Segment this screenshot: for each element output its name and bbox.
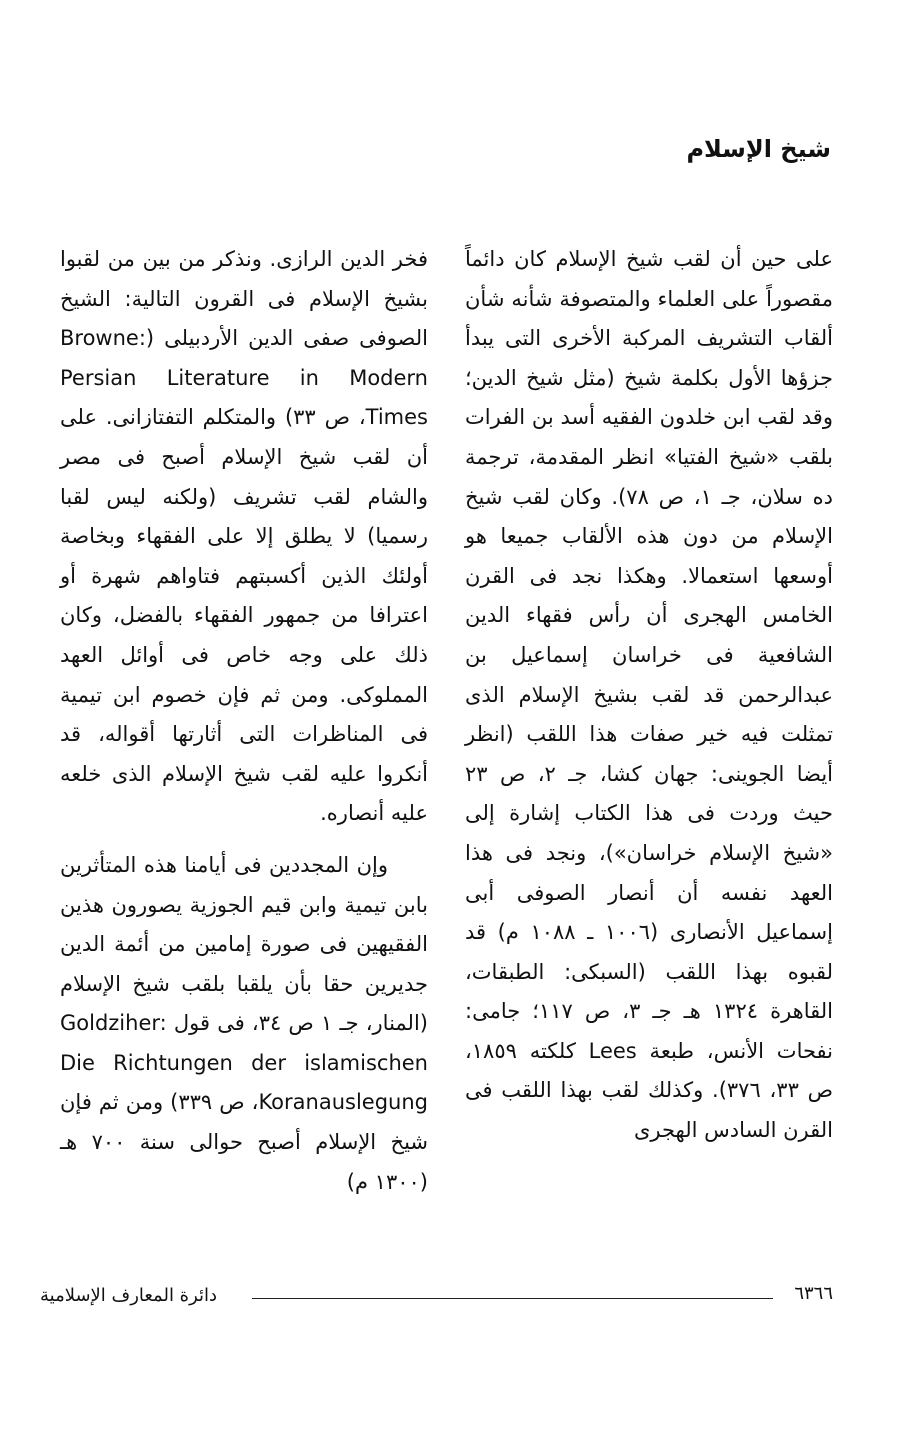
page-number: ٦٣٦٦ xyxy=(794,1283,833,1304)
text-column-right xyxy=(465,240,833,1151)
page-footer xyxy=(40,1283,833,1323)
article-paragraph: على حين أن لقب شيخ الإسلام كان دائماً مقصوراً على العلماء والمتصوفة شأنه شأن ألقاب التشريف المركبة الأخرى التى يبدأ جزؤها الأول بكلمة شيخ (مثل شيخ الدين؛ وقد لقب ابن خلدون الفقيه أسد بن الفرات بلقب «شيخ الفتيا» انظر المقدمة، ترجمة ده سلان، جـ ١، ص ٧٨). وكان لقب شيخ الإسلام من دون هذه الألقاب جميعا هو أوسعها استعمالا. وهكذا نجد فى القرن الخامس الهجرى أن رأس فقهاء الدين الشافعية فى خراسان إسماعيل بن عبدالرحمن قد لقب بشيخ الإسلام الذى تمثلت فيه خير صفات هذا اللقب (انظر أيضا الجوينى: جهان كشا، جـ ٢، ص ٢٣ حيث وردت فى هذا الكتاب إشارة إلى «شيخ الإسلام خراسان»)، ونجد فى هذا العهد نفسه أن أنصار الصوفى أبى إسماعيل الأنصارى (١٠٠٦ ـ ١٠٨٨ م) قد لقبوه بهذا اللقب (السبكى: الطبقات، القاهرة ١٣٢٤ هـ جـ ٣، ص ١١٧؛ جامى: نفحات الأنس، طبعة Lees كلكته ١٨٥٩، ص ٣٣، ٣٧٦). وكذلك لقب بهذا اللقب فى القرن السادس الهجرى xyxy=(465,247,834,1143)
page-title: شيخ الإسلام xyxy=(686,135,831,163)
article-paragraph: فخر الدين الرازى. ونذكر من بين من لقبوا بشيخ الإسلام فى القرون التالية: الشيخ الصوفى صفى الدين الأردبيلى (Browne: Persian Literature in Modern Times، ص ٣٣) والمتكلم التفتازانى. على أن لقب شيخ الإسلام أصبح فى مصر والشام لقب تشريف (ولكنه ليس لقبا رسميا) لا يطلق إلا على الفقهاء وبخاصة أولئك الذين أكسبتهم فتاواهم شهرة أو اعترافا من جمهور الفقهاء بالفضل، وكان ذلك على وجه خاص فى أوائل العهد المملوكى. ومن ثم فإن خصوم ابن تيمية فى المناظرات التى أثارتها أقواله، قد أنكروا عليه لقب شيخ الإسلام الذى خلعه عليه أنصاره. xyxy=(60,247,428,826)
text-column-left xyxy=(60,240,428,1202)
journal-title: دائرة المعارف الإسلامية xyxy=(40,1285,218,1306)
article-paragraph: وإن المجددين فى أيامنا هذه المتأثرين بابن تيمية وابن قيم الجوزية يصورون هذين الفقيهين فى صورة إمامين من أئمة الدين جديرين حقا بأن يلقبا بلقب شيخ الإسلام (المنار، جـ ١ ص ٣٤، فى قول Goldziher: Die Richtungen der islamischen Koranauslegung، ص ٣٣٩) ومن ثم فإن شيخ الإسلام أصبح حوالى سنة ٧٠٠ هـ (١٣٠٠ م) xyxy=(60,852,428,1194)
footer-divider xyxy=(252,1298,773,1299)
